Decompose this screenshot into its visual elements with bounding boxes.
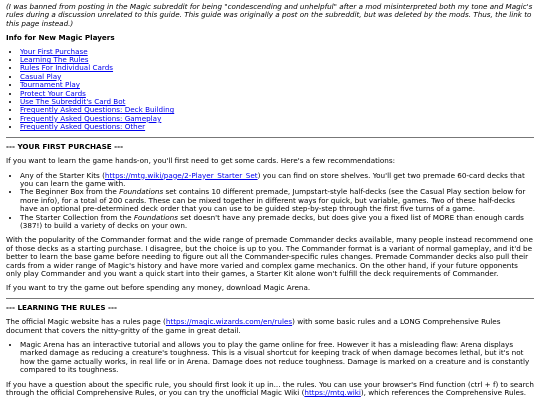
starter-kit-link[interactable]: https://mtg.wiki/page/2-Player_Starter_Set	[104, 170, 258, 180]
arena-note-list	[6, 341, 534, 375]
bullet-text: The Starter Collection from the	[20, 212, 134, 222]
info-heading: Info for New Magic Players	[6, 33, 115, 43]
set-name: Foundations	[133, 212, 178, 222]
paragraph-text: ), which references the Comprehensive Rules.	[360, 388, 526, 398]
bullet-text: ) you can find on store shelves. You'll get two premade 60-card decks that you can learn the game with.	[20, 170, 525, 188]
mtg-wiki-link[interactable]: https://mtg.wiki	[304, 388, 361, 398]
bullet-text: set contains 10 different premade, Jumpstart-style half-decks (see the Casual Play section below for more info), for a total of 200 cards. These can be mixed together in different ways for quick, but variable, games. Two of these half-decks have an optional pre-determined deck order that you can use to be guided step-by-step through the first five turns of a game.	[20, 187, 526, 214]
rules-page-paragraph	[6, 318, 534, 335]
toc-link-tournament-play[interactable]: Tournament Play	[20, 80, 80, 90]
list-item: • Magic Arena has an interactive tutorial and allows you to play the game online for free. However it has a misleading flaw: Arena displays marked damage as reducing a creature's toughness. This is a visual shortcut for keeping track of when damage becomes lethal, but it's not how the game actually works, in real life or in Arena. Damage does not reduce toughness. Damage is marked on a creature and is constantly compared to its toughness.	[20, 341, 534, 375]
bullet-text: The Beginner Box from the	[20, 187, 120, 197]
toc-link-casual-play[interactable]: Casual Play	[20, 71, 62, 81]
purchase-recommendations	[6, 172, 534, 231]
toc-link-individual-cards[interactable]: Rules For Individual Cards	[20, 63, 114, 73]
first-purchase-heading: --- YOUR FIRST PURCHASE ---	[6, 141, 124, 151]
intro-note: (I was banned from posting in the Magic subreddit for being "condescending and unhelpful" after a mod misinterpreted both my tone and Magic's rules during a discussion unrelated to this guide. This guide was originally a post on the subreddit, but was deleted by the mods. Thus, the link to this page instead.)	[6, 2, 533, 28]
list-item	[20, 172, 534, 189]
table-of-contents	[6, 48, 534, 132]
toc-item	[20, 73, 534, 81]
toc-link-faq-other[interactable]: Frequently Asked Questions: Other	[20, 122, 146, 132]
paragraph-text: ) with some basic rules and a LONG Comprehensive Rules document that covers the nitty-gritty of the game in great detail.	[6, 317, 501, 335]
first-purchase-lead: If you want to learn the game hands-on, you'll first need to get some cards. Here's a few recommendations:	[6, 156, 396, 166]
paragraph-text: If you have a question about the specific rule, you should first look it up in... the rules. You can use your browser's Find function (ctrl + f) to search through the official Comprehensive Rules, or you can try the unofficial Magic Wiki (	[6, 379, 534, 398]
list-item	[20, 214, 534, 231]
toc-item	[20, 48, 534, 56]
set-name: Foundations	[119, 187, 164, 197]
rules-page-link[interactable]: https://magic.wizards.com/en/rules	[165, 317, 293, 327]
toc-link-faq-gameplay[interactable]: Frequently Asked Questions: Gameplay	[20, 113, 162, 123]
learning-rules-heading: --- LEARNING THE RULES ---	[6, 302, 117, 312]
rules-lookup-paragraph	[6, 381, 534, 398]
paragraph-text: The official Magic website has a rules page (	[6, 317, 166, 327]
toc-item	[20, 64, 534, 72]
section-divider	[6, 298, 534, 299]
toc-link-faq-deck-building[interactable]: Frequently Asked Questions: Deck Building	[20, 105, 175, 115]
toc-item	[20, 123, 534, 131]
arena-paragraph: If you want to try the game out before spending any money, download Magic Arena.	[6, 283, 311, 293]
toc-link-protect-cards[interactable]: Protect Your Cards	[20, 88, 86, 98]
guide-page	[0, 3, 540, 397]
toc-link-first-purchase[interactable]: Your First Purchase	[20, 46, 88, 56]
section-divider	[6, 137, 534, 138]
toc-link-learning-rules[interactable]: Learning The Rules	[20, 55, 89, 65]
toc-item	[20, 81, 534, 89]
list-item	[20, 188, 534, 213]
bullet-text: set doesn't have any premade decks, but does give you a fixed list of MORE than enough cards (387!) to build a variety of decks on your own.	[20, 212, 524, 230]
toc-link-card-bot[interactable]: Use The Subreddit's Card Bot	[20, 97, 126, 107]
commander-paragraph: With the popularity of the Commander format and the wide range of premade Commander decks available, many people instead recommend one of those decks as a starting purchase. I disagree, but the choice is up to you. The Commander format is a variant of normal gameplay, and it'd be better to learn the base game before needing to figure out all the Commander-specific rules changes. Premade Commander decks also pull their cards from a wider range of Magic's history and have more varied and complex game mechanics. On the other hand, if your future opponents only play Commander and you want a quick start into their games, a Starter Kit alone won't fulfill the deck requirements of Commander.	[6, 235, 533, 278]
bullet-text: Any of the Starter Kits (	[20, 170, 105, 180]
